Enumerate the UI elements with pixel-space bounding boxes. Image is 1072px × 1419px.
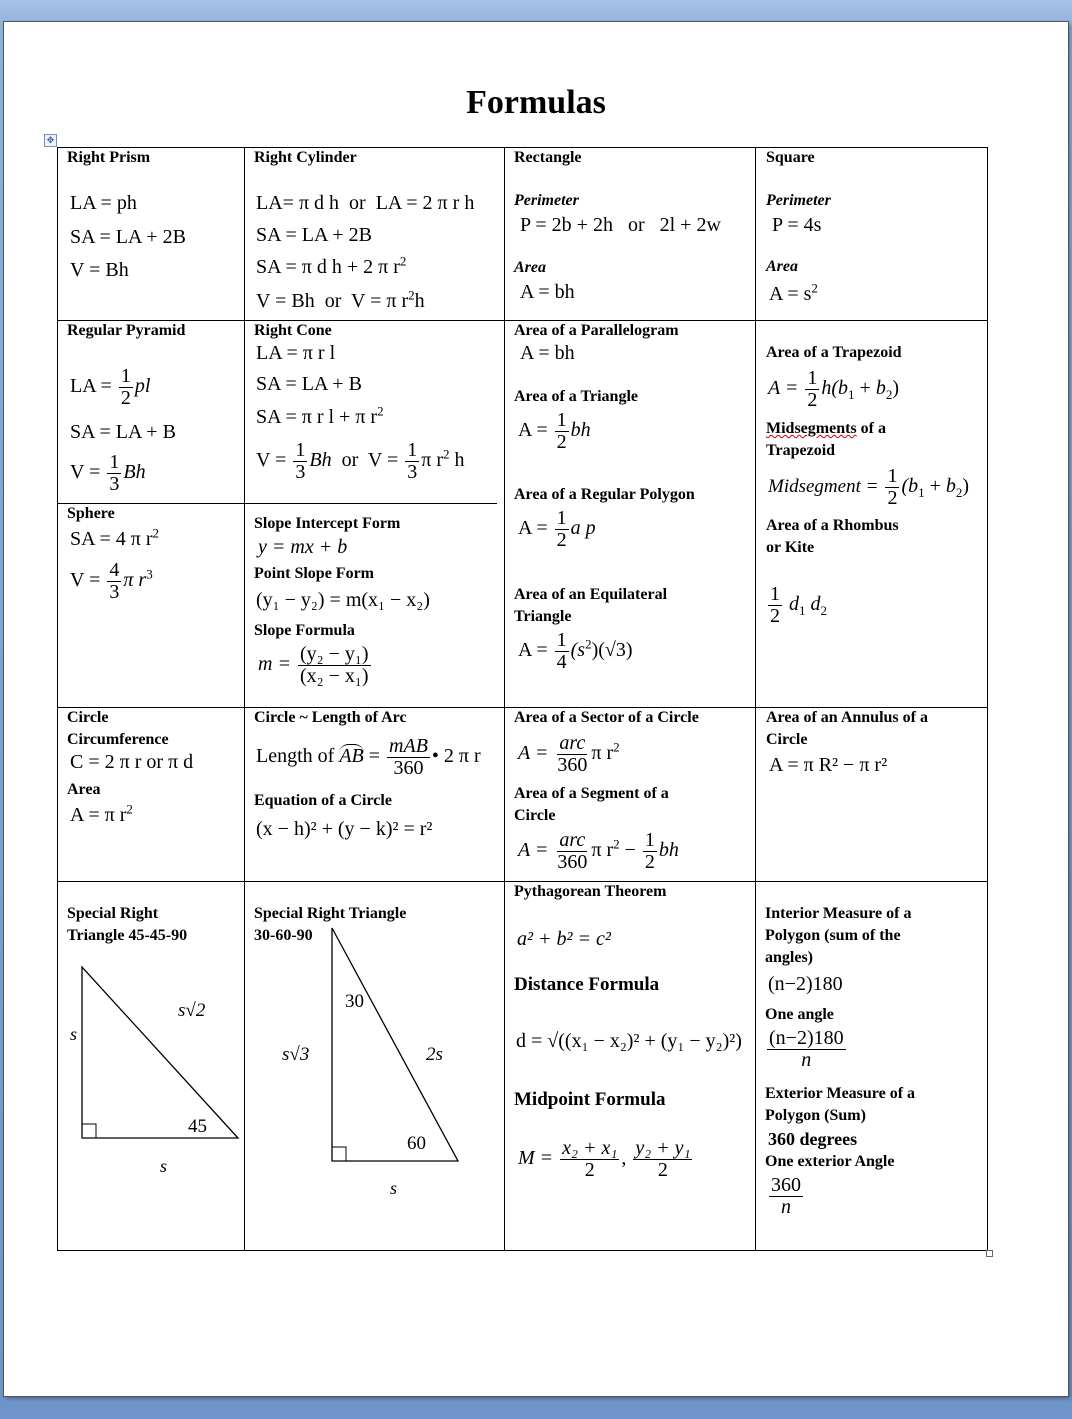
segment-end: bh xyxy=(658,839,679,862)
rectangle-area-label: Area xyxy=(514,259,546,276)
interior-formula: (n−2)180 xyxy=(768,973,843,995)
or-text: or xyxy=(341,449,359,472)
right-cylinder-sa: SA = LA + 2B xyxy=(256,224,372,246)
rhombus-d2: d xyxy=(810,593,821,616)
fraction xyxy=(107,560,121,603)
triangle-area-text: A = xyxy=(518,419,548,442)
exponent: 2 xyxy=(811,280,818,296)
right-angle-mark xyxy=(82,1124,96,1138)
midsegments-of-a: of a xyxy=(860,420,886,437)
denominator: 2 xyxy=(556,431,567,453)
right-prism-v: V = Bh xyxy=(70,259,129,281)
subscript: 1 xyxy=(918,485,925,501)
numerator: 1 xyxy=(556,409,567,431)
right-prism-la: LA = ph xyxy=(70,192,137,214)
right-prism-heading: Right Prism xyxy=(67,149,151,166)
sphere-sa-text: SA = 4 π r xyxy=(70,528,153,550)
arc-length-formula xyxy=(256,736,481,779)
annulus-heading-2: Circle xyxy=(766,731,808,748)
numerator: 1 xyxy=(295,439,306,461)
regular-polygon-area-end: a p xyxy=(570,517,596,540)
fraction xyxy=(555,630,569,673)
square-area-label: Area xyxy=(766,258,798,275)
fraction xyxy=(405,440,419,483)
denominator: 2 xyxy=(657,1159,668,1181)
rectangle-area: A = bh xyxy=(520,281,575,303)
sphere-v-text: V = xyxy=(70,569,101,592)
numerator: x₂ + x₁ xyxy=(562,1137,618,1159)
triangle-area xyxy=(518,410,591,453)
fraction xyxy=(387,736,430,779)
circle-area-label: Area xyxy=(67,781,101,798)
denominator: 2 xyxy=(887,487,898,509)
angle-30-label: 30 xyxy=(345,991,364,1012)
regular-pyramid-v-text: V = xyxy=(70,461,101,484)
circle-heading-2: Circumference xyxy=(67,731,169,748)
exponent: 3 xyxy=(146,566,153,582)
midpoint-heading: Midpoint Formula xyxy=(514,1089,666,1110)
segment-minus: − xyxy=(624,839,636,862)
triangle-heading: Area of a Triangle xyxy=(514,388,638,405)
fraction xyxy=(298,644,371,687)
midpoint-formula: M = $\frac{\text{x₂ + x₁}}{2}$ , $\frac{\text{y₂ + y₁}}{2}$ xyxy=(518,1137,691,1181)
right-cone-heading: Right Cone xyxy=(254,322,332,339)
trapezoid-heading: Area of a Trapezoid xyxy=(766,344,902,361)
circle-circumference: C = 2 π r or π d xyxy=(70,751,194,773)
right-cylinder-v-b: V = π r xyxy=(351,290,409,312)
rhombus-d1: d xyxy=(789,593,799,616)
table-divider xyxy=(57,320,988,321)
sector-text: A = xyxy=(518,742,549,765)
sector-formula xyxy=(518,733,620,776)
denominator: 2 xyxy=(807,389,818,411)
numerator: 1 xyxy=(556,629,567,651)
segment-formula xyxy=(518,830,679,873)
or-text: or xyxy=(627,214,645,236)
midsegments-heading-2: Trapezoid xyxy=(766,442,836,459)
point-slope-heading: Point Slope Form xyxy=(254,565,374,582)
denominator: 3 xyxy=(295,461,306,483)
fraction xyxy=(555,410,569,453)
right-cone-v xyxy=(256,440,465,483)
sector-tail: π r xyxy=(591,742,614,765)
regular-pyramid-sa: SA = LA + B xyxy=(70,421,176,443)
numerator: mAB xyxy=(389,735,428,757)
numerator: 1 xyxy=(109,451,120,473)
right-cone-sa: SA = LA + B xyxy=(256,373,362,395)
slope-formula xyxy=(258,644,373,687)
square-perimeter: P = 4s xyxy=(772,214,822,236)
regular-pyramid-la-end: pl xyxy=(134,375,151,398)
interior-heading-1: Interior Measure of a xyxy=(765,905,912,922)
angle-label: 45 xyxy=(188,1116,207,1137)
circle-area xyxy=(70,801,133,827)
right-cylinder-la-a: LA= π d h xyxy=(256,192,340,214)
right-cylinder-la-b: LA = 2 π r h xyxy=(375,192,475,214)
base-label: s xyxy=(390,1178,398,1198)
denominator: (x₂ − x₁) xyxy=(299,665,369,687)
or-text: or xyxy=(349,192,366,214)
regular-polygon-area xyxy=(518,508,596,551)
numerator: 1 xyxy=(887,465,898,487)
numerator: arc xyxy=(559,732,586,754)
denominator: n xyxy=(781,1196,791,1218)
special-45-heading-1: Special Right xyxy=(67,905,159,922)
triangle-area-end: bh xyxy=(570,419,591,442)
equilateral-area-text: A = xyxy=(518,639,548,662)
numerator: (n−2)180 xyxy=(769,1027,844,1049)
right-cylinder-v-a: V = Bh xyxy=(256,290,315,312)
fraction xyxy=(767,1028,846,1071)
rectangle-perimeter-a: P = 2b + 2h xyxy=(520,214,613,236)
distance-formula: d = √((x₁ − x₂)² + (y₁ − y₂)²) xyxy=(516,1030,742,1052)
equilateral-area-end: (s xyxy=(570,639,586,662)
exterior-heading-1: Exterior Measure of a xyxy=(765,1085,916,1102)
denominator: 3 xyxy=(407,461,418,483)
regular-pyramid-heading: Regular Pyramid xyxy=(67,322,186,339)
regular-pyramid-v-end: Bh xyxy=(123,461,146,484)
fraction xyxy=(293,440,307,483)
exponent: 2 xyxy=(377,403,384,419)
right-cone-v-a: V = xyxy=(256,449,287,472)
trapezoid-area-end: h(b xyxy=(821,377,849,400)
subscript: 1 xyxy=(848,387,855,403)
segment-mid: π r xyxy=(591,839,614,862)
numerator: 1 xyxy=(770,583,780,605)
fraction xyxy=(560,1138,619,1181)
regular-polygon-heading: Area of a Regular Polygon xyxy=(514,486,695,503)
right-cylinder-sa2 xyxy=(256,253,407,279)
denominator: 2 xyxy=(584,1159,595,1181)
square-perimeter-label: Perimeter xyxy=(766,192,831,209)
regular-pyramid-la xyxy=(70,366,150,409)
annulus-heading-1: Area of an Annulus of a xyxy=(766,709,928,726)
rhombus-heading-2: or Kite xyxy=(766,539,815,556)
denominator: 2 xyxy=(644,851,655,873)
midsegment-text: Midsegment = xyxy=(768,476,879,498)
sector-heading: Area of a Sector of a Circle xyxy=(514,709,699,726)
exterior-heading-2: Polygon (Sum) xyxy=(765,1107,866,1124)
segment-heading-2: Circle xyxy=(514,807,556,824)
fraction xyxy=(555,733,589,776)
regular-pyramid-v xyxy=(70,452,146,495)
exponent: 2 xyxy=(613,836,620,852)
denominator: 2 xyxy=(770,605,780,627)
right-cone-v-b: V = xyxy=(367,449,399,472)
right-angle-mark xyxy=(332,1147,346,1161)
trapezoid-area-text: A = xyxy=(768,377,799,400)
parallelogram-heading: Area of a Parallelogram xyxy=(514,322,679,339)
one-exterior-formula xyxy=(767,1175,805,1218)
right-cylinder-v-b-end: h xyxy=(414,290,425,312)
page-title: Formulas xyxy=(466,84,606,121)
pythagorean-heading: Pythagorean Theorem xyxy=(514,883,667,900)
leg-label: s√3 xyxy=(282,1044,310,1065)
exponent: 2 xyxy=(152,525,159,541)
equilateral-heading-2: Triangle xyxy=(514,608,572,625)
numerator: 1 xyxy=(407,439,418,461)
exponent: 2 xyxy=(399,253,407,269)
right-cone-v-b-end: π r xyxy=(421,449,444,472)
square-heading: Square xyxy=(766,149,815,166)
denominator: n xyxy=(801,1049,812,1071)
table-move-handle-icon[interactable]: ✥ xyxy=(44,134,57,147)
circle-area-text: A = π r xyxy=(70,804,127,826)
fraction xyxy=(119,366,133,409)
right-cone-la: LA = π r l xyxy=(256,342,336,364)
numerator: 1 xyxy=(644,829,655,851)
exterior-formula: 360 degrees xyxy=(768,1129,858,1149)
numerator: 1 xyxy=(120,365,131,387)
circle-heading-1: Circle xyxy=(67,709,109,726)
point-slope-formula: (y₁ − y₂) = m(x₁ − x₂) xyxy=(256,589,430,611)
slope-heading: Slope Formula xyxy=(254,622,355,639)
special-30-heading-2: 30-60-90 xyxy=(254,927,313,944)
slope-text: m = xyxy=(258,653,291,676)
table-divider xyxy=(504,147,505,1251)
triangle-45-45-90-diagram xyxy=(60,950,245,1180)
table-divider xyxy=(57,881,988,882)
subscript: 2 xyxy=(885,387,893,403)
subscript: 1 xyxy=(799,603,806,619)
rectangle-perimeter-b: 2l + 2w xyxy=(659,214,721,236)
hypotenuse-label: s√2 xyxy=(178,1000,206,1021)
arc-length-text: Length of xyxy=(256,745,335,768)
fraction xyxy=(805,368,819,411)
subscript: 2 xyxy=(955,485,963,501)
segment-heading-1: Area of a Segment of a xyxy=(514,785,669,802)
denominator: 3 xyxy=(109,581,120,603)
rectangle-heading: Rectangle xyxy=(514,149,582,166)
numerator: y₂ + y₁ xyxy=(635,1137,691,1159)
fraction xyxy=(633,1138,692,1181)
pythagorean-formula: a² + b² = c² xyxy=(517,928,611,950)
one-exterior-heading: One exterior Angle xyxy=(765,1153,895,1170)
exponent: 2 xyxy=(443,446,450,462)
table-divider xyxy=(57,707,988,708)
special-30-heading-1: Special Right Triangle xyxy=(254,905,407,922)
one-angle-formula xyxy=(765,1028,848,1071)
interior-heading-3: angles) xyxy=(765,949,813,966)
regular-polygon-area-text: A = xyxy=(518,517,548,540)
or-text: or xyxy=(324,290,342,312)
denominator: 3 xyxy=(109,473,120,495)
circle-equation-heading: Equation of a Circle xyxy=(254,792,392,809)
numerator: 1 xyxy=(556,507,567,529)
equilateral-heading-1: Area of an Equilateral xyxy=(514,586,668,603)
sphere-sa xyxy=(70,525,159,551)
fraction xyxy=(555,508,569,551)
midsegments-word: Midsegments xyxy=(766,420,857,437)
segment-text: A = xyxy=(518,839,549,862)
rhombus-heading-1: Area of a Rhombus xyxy=(766,517,899,534)
triangle-30-60-90-diagram xyxy=(270,920,500,1205)
arc-heading: Circle ~ Length of Arc xyxy=(254,709,407,726)
sphere-v xyxy=(70,560,153,603)
numerator: 360 xyxy=(771,1174,801,1196)
right-prism-sa: SA = LA + 2B xyxy=(70,226,186,248)
slope-intercept-heading: Slope Intercept Form xyxy=(254,515,401,532)
numerator: (y₂ − y₁) xyxy=(299,643,369,665)
midsegment-formula: Midsegment = $\frac{1}{2}$ $(b_1 + b_2)$ xyxy=(768,465,970,509)
rectangle-perimeter-label: Perimeter xyxy=(514,192,579,209)
denominator: 360 xyxy=(557,754,588,776)
numerator: 1 xyxy=(807,367,818,389)
square-area xyxy=(769,280,818,306)
denominator: 2 xyxy=(120,387,131,409)
interior-heading-2: Polygon (sum of the xyxy=(765,927,901,944)
fraction xyxy=(555,830,589,873)
parallelogram-area: A = bh xyxy=(520,342,575,364)
right-cylinder-la xyxy=(256,192,474,215)
right-cone-v-b-tail: h xyxy=(454,449,465,472)
special-45-heading-2: Triangle 45-45-90 xyxy=(67,927,188,944)
equilateral-area-tail: )(√3) xyxy=(591,639,633,662)
annulus-formula: A = π R² − π r² xyxy=(769,754,888,776)
trapezoid-area: A = $\frac{1}{2}$ $h(b_1 + b_2)$ xyxy=(768,367,899,411)
table-resize-handle[interactable] xyxy=(986,1250,993,1257)
denominator: 4 xyxy=(556,651,567,673)
right-cylinder-sa2-text: SA = π d h + 2 π r xyxy=(256,256,400,278)
leg-label: s xyxy=(70,1024,78,1044)
arc-eq: = xyxy=(368,745,381,768)
midpoint-text: M = xyxy=(518,1147,554,1170)
numerator: arc xyxy=(559,829,586,851)
triangle-45-shape xyxy=(82,967,238,1138)
fraction xyxy=(885,466,899,509)
fraction xyxy=(643,830,657,873)
denominator: 360 xyxy=(393,757,424,779)
right-cone-sa2-text: SA = π r l + π r xyxy=(256,406,378,428)
square-area-text: A = s xyxy=(769,283,812,305)
midsegments-heading xyxy=(766,420,886,438)
circle-equation: (x − h)² + (y − k)² = r² xyxy=(256,818,433,840)
hypotenuse-label: 2s xyxy=(426,1044,443,1065)
right-cone-sa2 xyxy=(256,403,384,429)
one-angle-heading: One angle xyxy=(765,1006,834,1023)
slope-intercept-formula: y = mx + b xyxy=(258,536,348,558)
denominator: 2 xyxy=(556,529,567,551)
exponent: 2 xyxy=(613,739,620,755)
equilateral-area xyxy=(518,630,633,673)
exponent: 2 xyxy=(126,801,133,817)
subscript: 2 xyxy=(820,603,827,619)
angle-60-label: 60 xyxy=(407,1133,426,1154)
rectangle-perimeter xyxy=(520,214,721,237)
denominator: 360 xyxy=(557,851,588,873)
fraction xyxy=(107,452,121,495)
base-label: s xyxy=(160,1156,168,1176)
arc-ab: AB xyxy=(339,745,364,768)
right-cylinder-v xyxy=(256,287,425,313)
midsegment-end: (b xyxy=(901,475,919,498)
regular-pyramid-la-text: LA = xyxy=(70,375,112,398)
fraction xyxy=(768,584,782,627)
rhombus-area xyxy=(766,584,827,627)
numerator: 4 xyxy=(109,559,120,581)
distance-heading: Distance Formula xyxy=(514,974,660,995)
fraction xyxy=(769,1175,803,1218)
exponent: 2 xyxy=(408,287,415,303)
exponent: 2 xyxy=(585,636,592,652)
right-cone-v-a-end: Bh xyxy=(309,449,332,472)
arc-length-tail: • 2 π r xyxy=(431,745,481,768)
sphere-heading: Sphere xyxy=(67,505,115,522)
table-divider xyxy=(57,503,497,504)
table-divider xyxy=(755,147,756,1251)
right-cylinder-heading: Right Cylinder xyxy=(254,149,357,166)
sphere-v-end: π r xyxy=(123,569,147,592)
